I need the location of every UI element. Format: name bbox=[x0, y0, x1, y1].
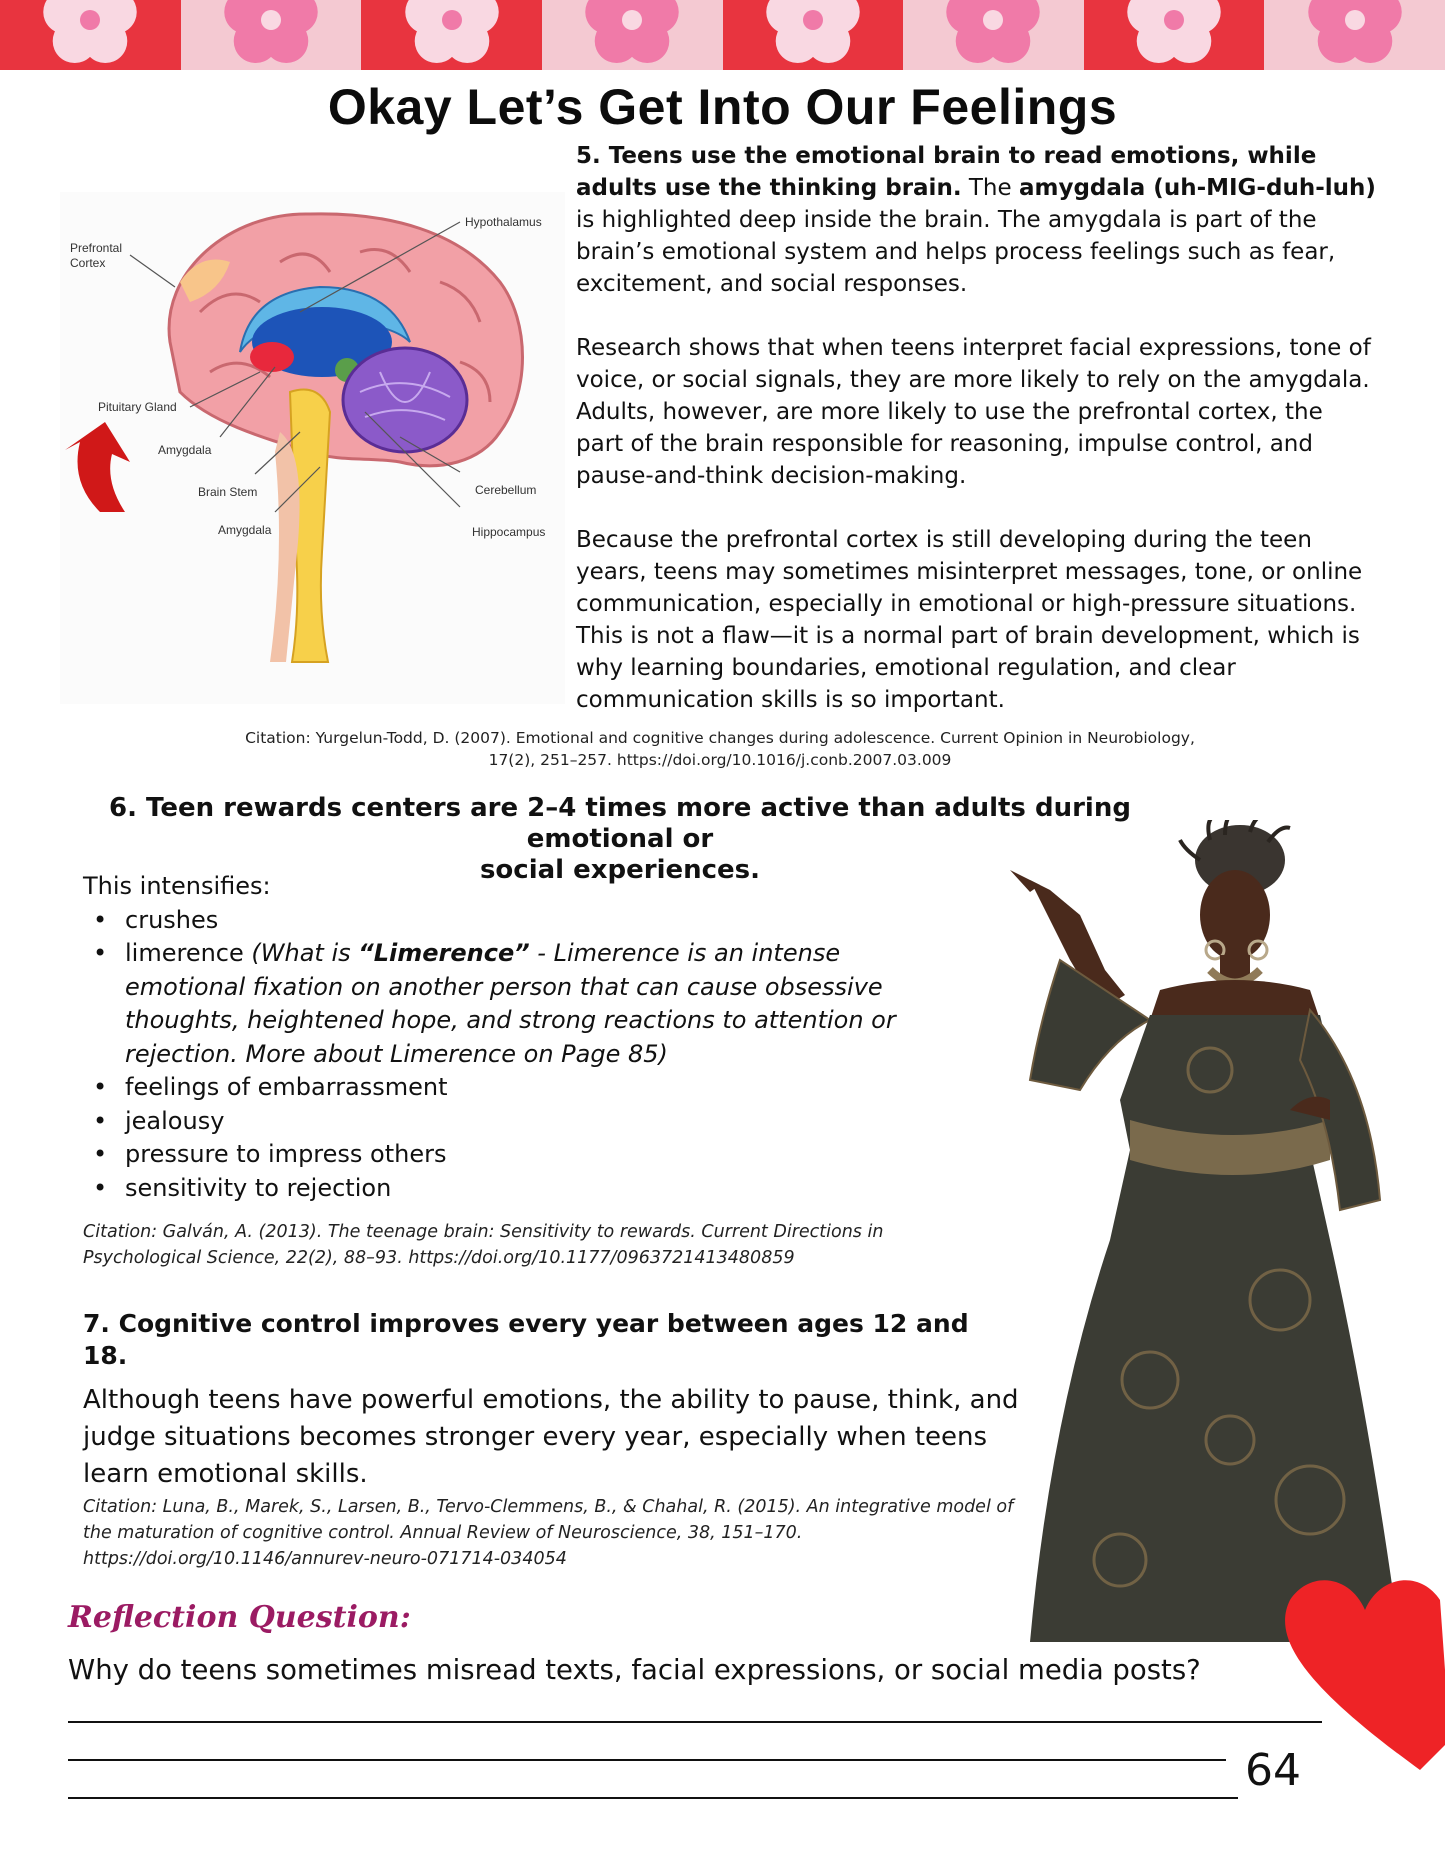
limerence-def-b: “Limerence” bbox=[358, 939, 530, 967]
label-hippocampus: Hippocampus bbox=[472, 525, 546, 539]
section-6-list bbox=[83, 870, 943, 1205]
label-amygdala-top: Amygdala bbox=[158, 443, 212, 457]
label-pituitary: Pituitary Gland bbox=[98, 400, 177, 414]
label-cerebellum: Cerebellum bbox=[475, 483, 537, 497]
banner-tile bbox=[723, 0, 904, 70]
answer-line[interactable] bbox=[68, 1759, 1226, 1761]
limerence-def-c: - Limerence is an intense emotional fixation on another person that can cause obsessive thoughts, heightened hope, and strong reactions to attention or rejection. More about Limerence on Page 85) bbox=[125, 939, 896, 1068]
limerence-term: limerence bbox=[125, 939, 244, 967]
flower-icon bbox=[382, 0, 522, 70]
banner-tile bbox=[1264, 0, 1445, 70]
list-item: • jealousy bbox=[83, 1105, 943, 1139]
section-5 bbox=[576, 140, 1376, 748]
limerence-def-a: (What is bbox=[243, 939, 359, 967]
amygdala-term: amygdala (uh-MIG-duh-luh) bbox=[1018, 175, 1376, 201]
section-5-heading: 5. Teens use the emotional brain to read emotions, while adults use the thinking brain. bbox=[576, 143, 1317, 201]
heart-decoration bbox=[1280, 1570, 1445, 1770]
flower-icon bbox=[20, 0, 160, 70]
section-5-para-2: Research shows that when teens interpret facial expressions, tone of voice, or social signals, they are more likely to rely on the amygdala. Adults, however, are more likely to use the prefrontal cortex, the part of the brain responsible for reasoning, impulse control, and pause-and-think decision-making. bbox=[576, 335, 1371, 489]
flower-icon bbox=[923, 0, 1063, 70]
reflection-label: Reflection Question: bbox=[68, 1600, 411, 1635]
brain-diagram bbox=[60, 192, 565, 704]
citation-line: 17(2), 251–257. https://doi.org/10.1016/j.conb.2007.03.009 bbox=[488, 751, 952, 769]
list-item: • sensitivity to rejection bbox=[83, 1172, 943, 1206]
list-item: • pressure to impress others bbox=[83, 1138, 943, 1172]
reflection-question: Why do teens sometimes misread texts, facial expressions, or social media posts? bbox=[68, 1654, 1201, 1686]
section-5-text-c: is highlighted deep inside the brain. The amygdala is part of the brain’s emotional system and helps process feelings such as fear, excitement, and social responses. bbox=[576, 207, 1336, 297]
heading-line: social experiences. bbox=[479, 855, 761, 885]
banner-tile bbox=[0, 0, 181, 70]
label-brain-stem: Brain Stem bbox=[198, 485, 258, 499]
section-6-intro: This intensifies: bbox=[83, 872, 271, 900]
list-item: • feelings of embarrassment bbox=[83, 1071, 943, 1105]
banner-tile bbox=[542, 0, 723, 70]
woman-pointing-illustration bbox=[1010, 820, 1410, 1642]
flower-icon bbox=[743, 0, 883, 70]
label-prefrontal-line2: Cortex bbox=[70, 256, 106, 270]
flower-banner bbox=[0, 0, 1445, 70]
flower-icon bbox=[201, 0, 341, 70]
banner-tile bbox=[903, 0, 1084, 70]
answer-line[interactable] bbox=[68, 1721, 1322, 1723]
label-hypothalamus: Hypothalamus bbox=[465, 215, 542, 229]
section-7-citation: Citation: Luna, B., Marek, S., Larsen, B., Tervo-Clemmens, B., & Chahal, R. (2015). An integrative model of the maturation of cognitive control. Annual Review of Neuroscience, 38, 151–170. https://doi.org/10.1146/annurev-neuro-071714-034054 bbox=[83, 1497, 1014, 1569]
label-amygdala-bottom: Amygdala bbox=[218, 523, 272, 537]
flower-icon bbox=[562, 0, 702, 70]
banner-tile bbox=[361, 0, 542, 70]
section-5-citation bbox=[130, 727, 1310, 771]
section-5-para-1 bbox=[576, 140, 1376, 300]
flower-icon bbox=[1104, 0, 1244, 70]
heading-line: 6. Teen rewards centers are 2–4 times more active than adults during emotional or bbox=[109, 793, 1131, 854]
page-title: Okay Let’s Get Into Our Feelings bbox=[327, 79, 1118, 135]
citation-line: Citation: Yurgelun-Todd, D. (2007). Emotional and cognitive changes during adolescence. Current Opinion in Neurobiology, bbox=[245, 729, 1195, 747]
list-item: • crushes bbox=[83, 904, 943, 938]
section-7-body: Although teens have powerful emotions, the ability to pause, think, and judge situations becomes stronger every year, especially when teens learn emotional skills. bbox=[83, 1385, 1019, 1489]
answer-line[interactable] bbox=[68, 1797, 1238, 1799]
section-5-para-3: Because the prefrontal cortex is still developing during the teen years, teens may sometimes misinterpret messages, tone, or online communication, especially in emotional or high-pressure situations. This is not a flaw—it is a normal part of brain development, which is why learning boundaries, emotional regulation, and clear communication skills is so important. bbox=[576, 527, 1363, 713]
banner-tile bbox=[181, 0, 362, 70]
flower-icon bbox=[1285, 0, 1425, 70]
page-number: 64 bbox=[1245, 1745, 1301, 1796]
section-6-citation: Citation: Galván, A. (2013). The teenage brain: Sensitivity to rewards. Current Directions in Psychological Science, 22(2), 88–93. https://doi.org/10.1177/0963721413480859 bbox=[83, 1222, 884, 1268]
banner-tile bbox=[1084, 0, 1265, 70]
section-7-heading: 7. Cognitive control improves every year between ages 12 and 18. bbox=[83, 1309, 969, 1370]
list-item bbox=[83, 937, 943, 1071]
label-prefrontal-line1: Prefrontal bbox=[70, 241, 123, 255]
section-5-text-a: The bbox=[961, 175, 1019, 201]
